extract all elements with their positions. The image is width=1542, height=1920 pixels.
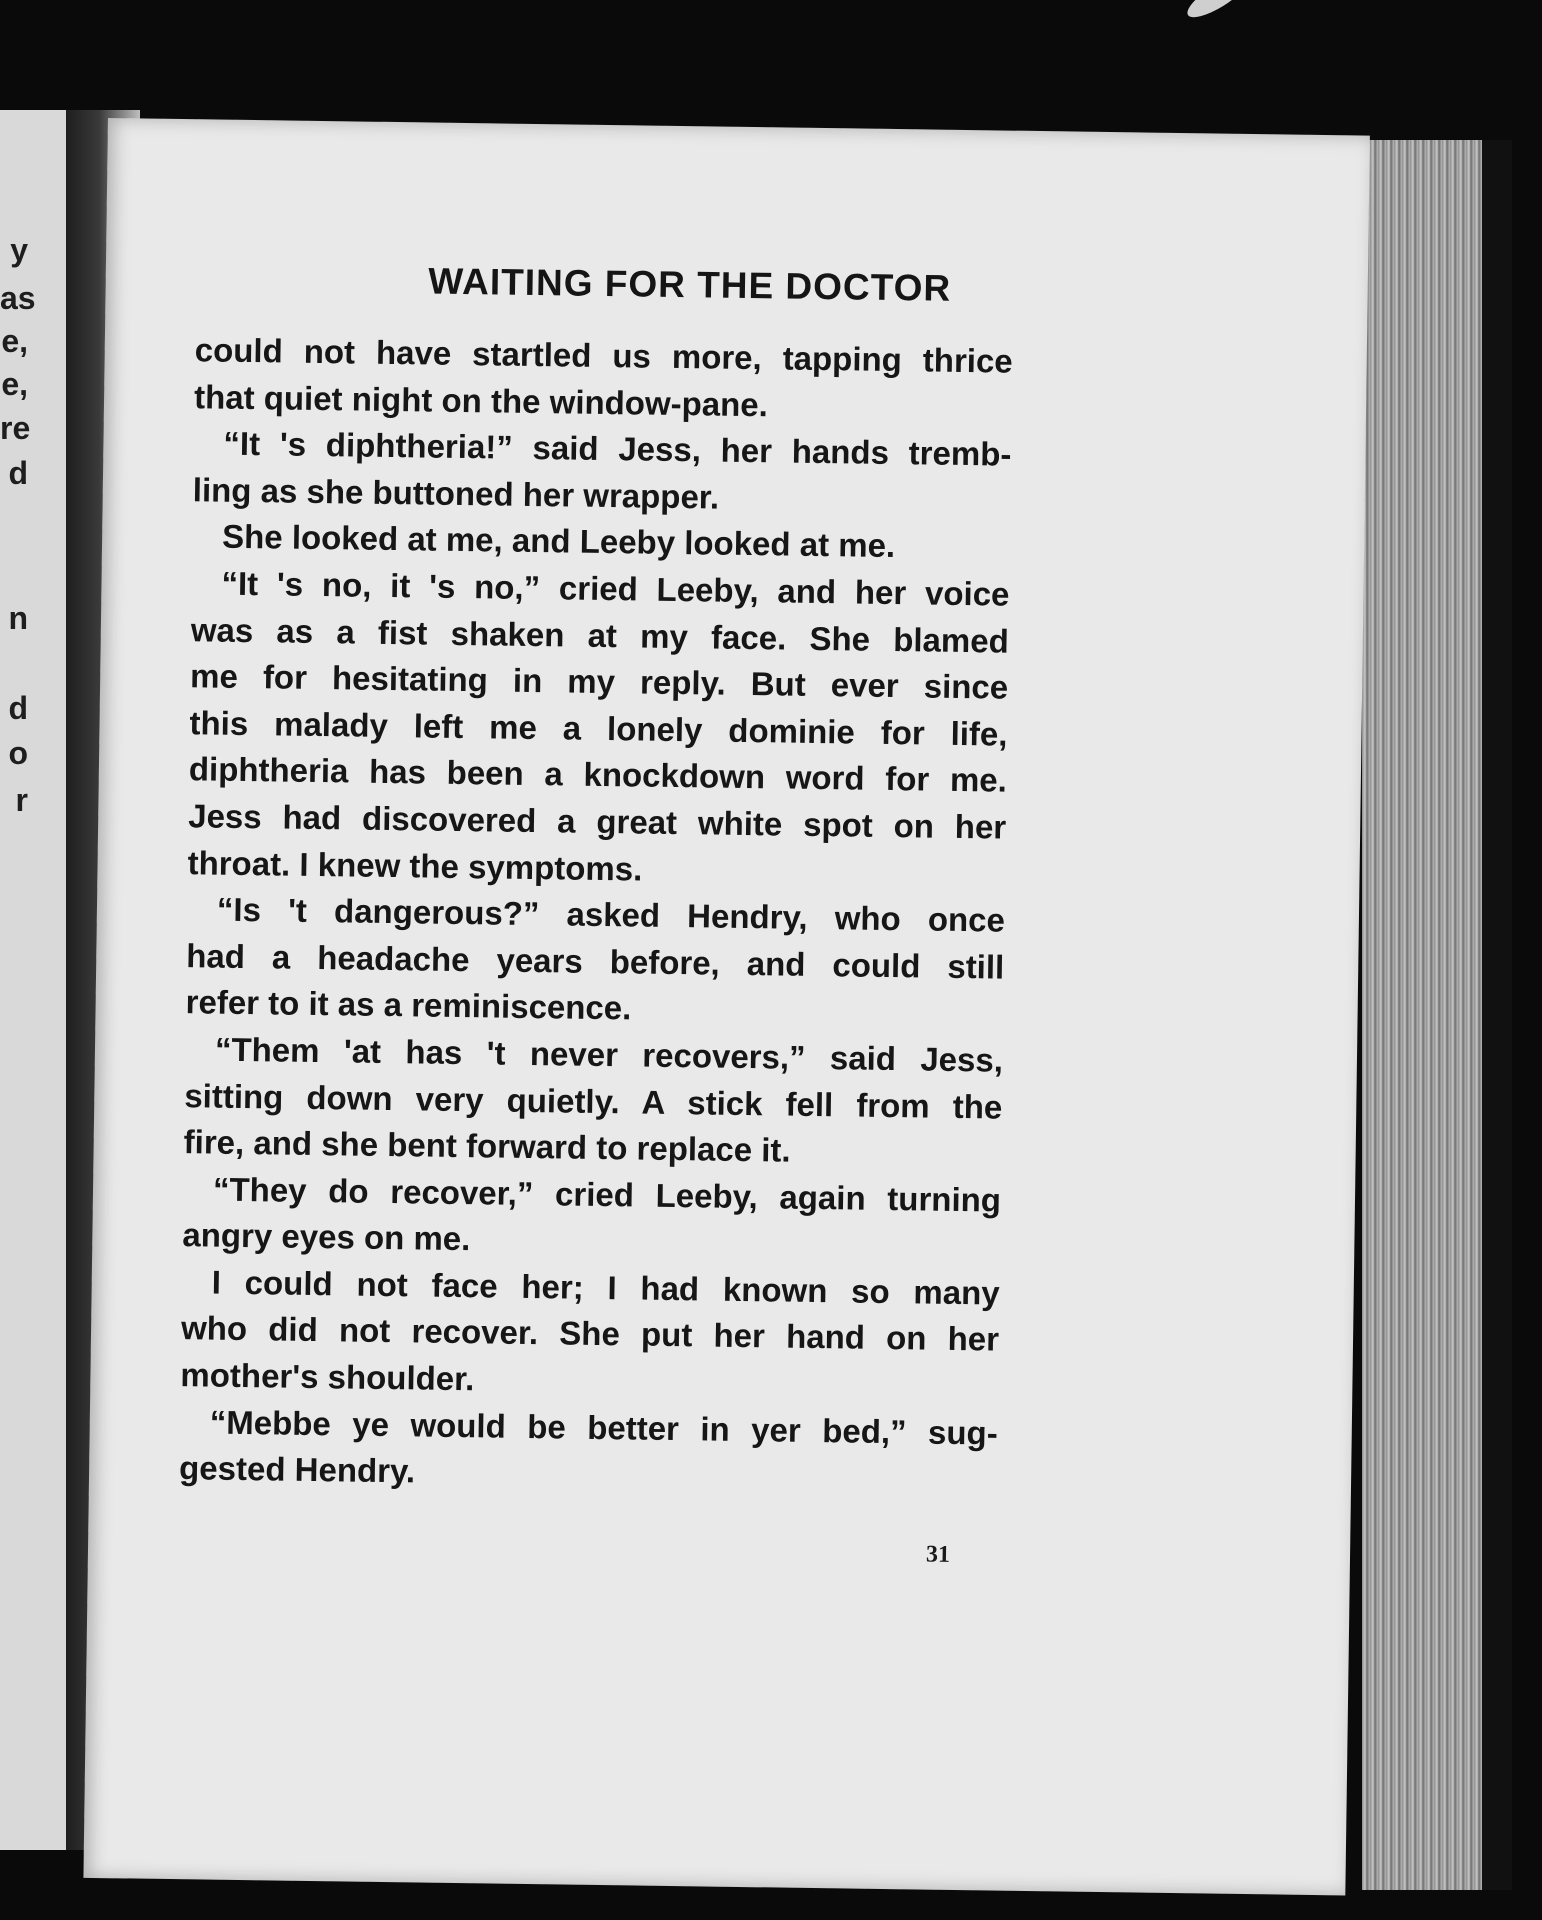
- facing-page-fragment: y: [10, 232, 28, 268]
- text-line: “It 's no, it 's no,” cried Leeby, and her voice: [221, 564, 1010, 613]
- body-text: [179, 327, 1013, 1503]
- text-line: this malady left me a lonely dominie for life,: [189, 703, 1008, 753]
- text-line: throat. I knew the symptoms.: [187, 843, 643, 888]
- text-line: fire, and she bent forward to replace it.: [183, 1123, 791, 1169]
- facing-page-fragment: d: [8, 455, 28, 491]
- text-line: that quiet night on the window-pane.: [193, 377, 769, 423]
- scan-artifact: [1182, 0, 1253, 24]
- page-block-edges: [1362, 140, 1482, 1890]
- facing-page-fragment: as: [0, 280, 36, 316]
- text-line: “It 's diphtheria!” said Jess, her hands tremb-: [223, 424, 1012, 473]
- facing-page-fragment: e,: [1, 366, 28, 402]
- text-line: “Is 't dangerous?” asked Hendry, who once: [216, 890, 1006, 939]
- text-line: who did not recover. She put her hand on her: [180, 1309, 1000, 1359]
- text-line: had a headache years before, and could still: [186, 936, 1005, 986]
- text-line: me for hesitating in my reply. But ever since: [189, 657, 1009, 706]
- text-line: “Them 'at has 't never recovers,” said Jess,: [214, 1030, 1004, 1079]
- facing-page-fragment: d: [8, 690, 28, 726]
- text-line: refer to it as a reminiscence.: [185, 983, 632, 1027]
- facing-page-fragment: r: [15, 782, 28, 818]
- text-line: sitting down very quietly. A stick fell from the: [184, 1076, 1003, 1126]
- text-line: gested Hendry.: [178, 1449, 416, 1490]
- text-line: ling as she buttoned her wrapper.: [192, 471, 720, 516]
- text-line: mother's shoulder.: [180, 1356, 475, 1398]
- running-head: WAITING FOR THE DOCTOR: [428, 260, 952, 309]
- text-line: “They do recover,” cried Leeby, again turning: [212, 1170, 1002, 1219]
- text-line: I could not face her; I had known so many: [211, 1263, 1000, 1312]
- facing-page-fragment: e,: [1, 323, 28, 359]
- text-line: could not have startled us more, tapping thrice: [194, 331, 1013, 380]
- text-line: diphtheria has been a knockdown word for me.: [188, 750, 1008, 799]
- text-line: Jess had discovered a great white spot on her: [188, 797, 1007, 846]
- text-line: “Mebbe ye would be better in yer bed,” sug-: [209, 1403, 998, 1452]
- text-line: was as a fist shaken at my face. She blamed: [190, 610, 1010, 660]
- book-page: [83, 118, 1369, 1895]
- facing-page-fragment: n: [8, 600, 28, 636]
- text-line: angry eyes on me.: [182, 1216, 471, 1258]
- text-line: She looked at me, and Leeby looked at me.: [221, 518, 896, 565]
- facing-page-fragment: o: [8, 735, 28, 771]
- page-number: 31: [925, 1541, 951, 1568]
- facing-page-fragment: re: [0, 410, 31, 446]
